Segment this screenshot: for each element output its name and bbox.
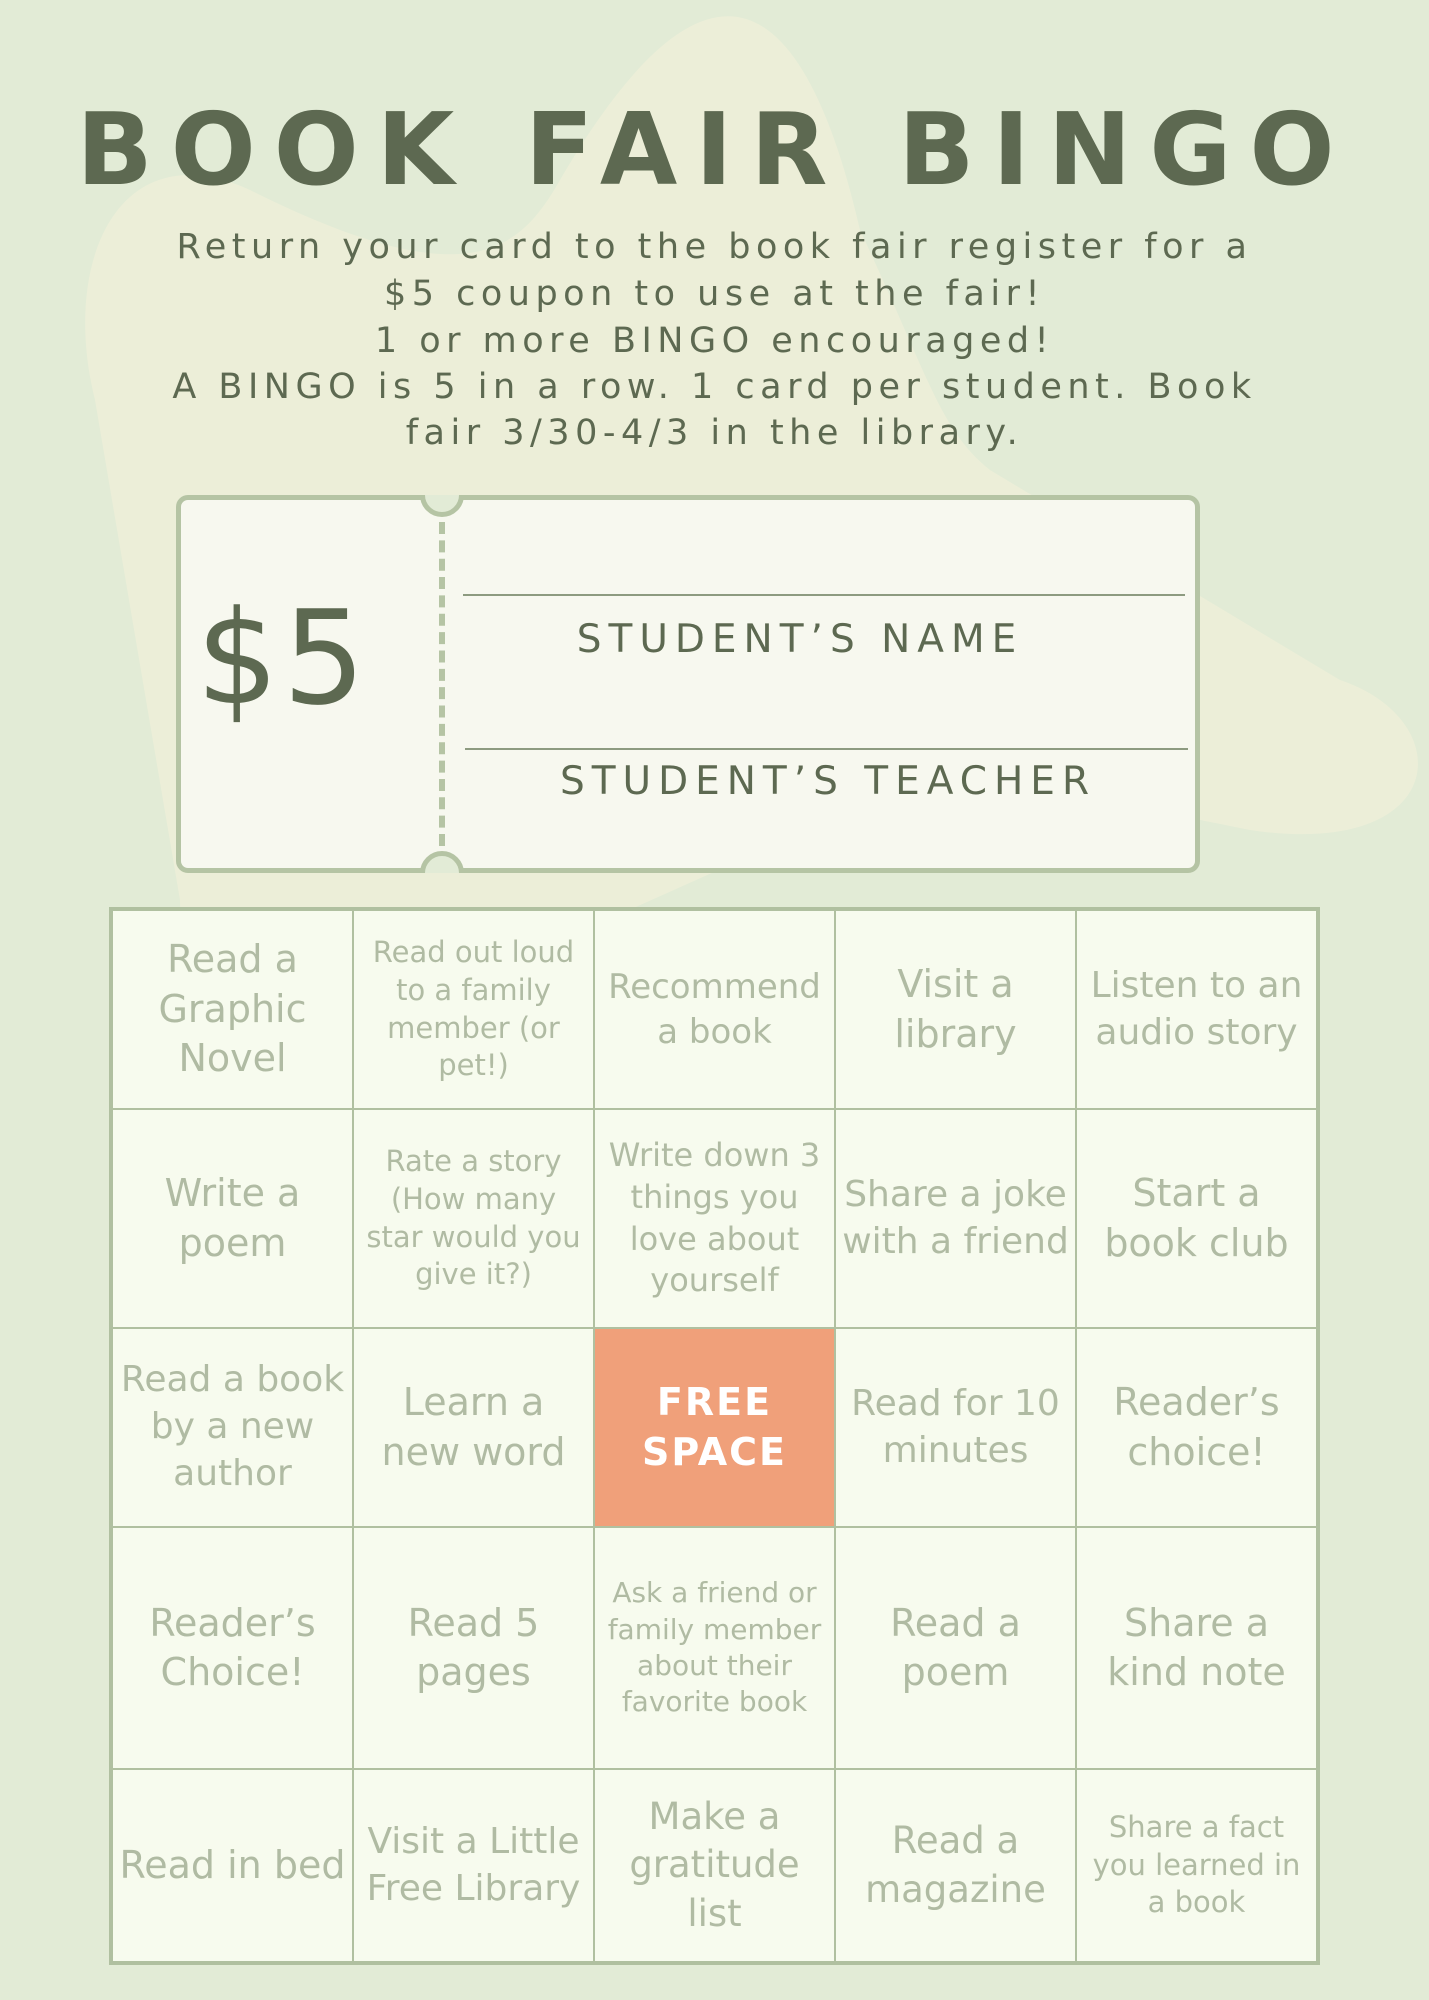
bingo-cell[interactable]: Read for 10 minutes — [835, 1328, 1076, 1527]
bingo-cell[interactable]: Read out loud to a family member (or pet!) — [353, 910, 594, 1109]
bingo-cell[interactable]: Read a poem — [835, 1527, 1076, 1769]
subtitle-line: Return your card to the book fair register for a — [176, 227, 1253, 267]
teacher-line[interactable] — [465, 748, 1188, 750]
bingo-cell[interactable]: Start a book club — [1076, 1109, 1317, 1328]
bingo-cell[interactable]: Read a book by a new author — [112, 1328, 353, 1527]
bingo-cell[interactable]: Share a joke with a friend — [835, 1109, 1076, 1328]
student-name-label: STUDENT’S NAME — [576, 617, 1024, 662]
bingo-cell[interactable]: Rate a story (How many star would you give it?) — [353, 1109, 594, 1328]
bingo-cell[interactable]: Write a poem — [112, 1109, 353, 1328]
subtitle-line: 1 or more BINGO encouraged! — [374, 321, 1055, 361]
bingo-cell[interactable]: Visit a library — [835, 910, 1076, 1109]
bingo-cell[interactable]: Write down 3 things you love about yourself — [594, 1109, 835, 1328]
bingo-cell[interactable]: Recommend a book — [594, 910, 835, 1109]
subtitle-line: fair 3/30-4/3 in the library. — [405, 413, 1024, 453]
bingo-cell[interactable]: Learn a new word — [353, 1328, 594, 1527]
bingo-cell[interactable]: Make a gratitude list — [594, 1769, 835, 1962]
student-teacher-label: STUDENT’S TEACHER — [559, 759, 1097, 804]
ticket-perforation — [439, 522, 445, 846]
bingo-grid — [109, 907, 1320, 1965]
bingo-cell[interactable]: Visit a Little Free Library — [353, 1769, 594, 1962]
bingo-cell[interactable]: Listen to an audio story — [1076, 910, 1317, 1109]
bingo-cell[interactable]: Share a fact you learned in a book — [1076, 1769, 1317, 1962]
name-line[interactable] — [463, 594, 1185, 596]
bingo-cell[interactable]: Reader’s choice! — [1076, 1328, 1317, 1527]
bingo-cell[interactable]: Share a kind note — [1076, 1527, 1317, 1769]
bingo-cell[interactable]: Ask a friend or family member about their favorite book — [594, 1527, 835, 1769]
free-space-cell[interactable]: FREE SPACE — [594, 1328, 835, 1527]
coupon-amount: $5 — [196, 582, 370, 734]
page-title: BOOK FAIR BINGO — [76, 91, 1353, 208]
subtitle-line: A BINGO is 5 in a row. 1 card per student. Book — [172, 367, 1257, 407]
bingo-cell[interactable]: Read 5 pages — [353, 1527, 594, 1769]
bingo-cell[interactable]: Read a Graphic Novel — [112, 910, 353, 1109]
subtitle-line: $5 coupon to use at the fair! — [383, 274, 1046, 314]
bingo-cell[interactable]: Read in bed — [112, 1769, 353, 1962]
bingo-cell[interactable]: Read a magazine — [835, 1769, 1076, 1962]
bingo-cell[interactable]: Reader’s Choice! — [112, 1527, 353, 1769]
